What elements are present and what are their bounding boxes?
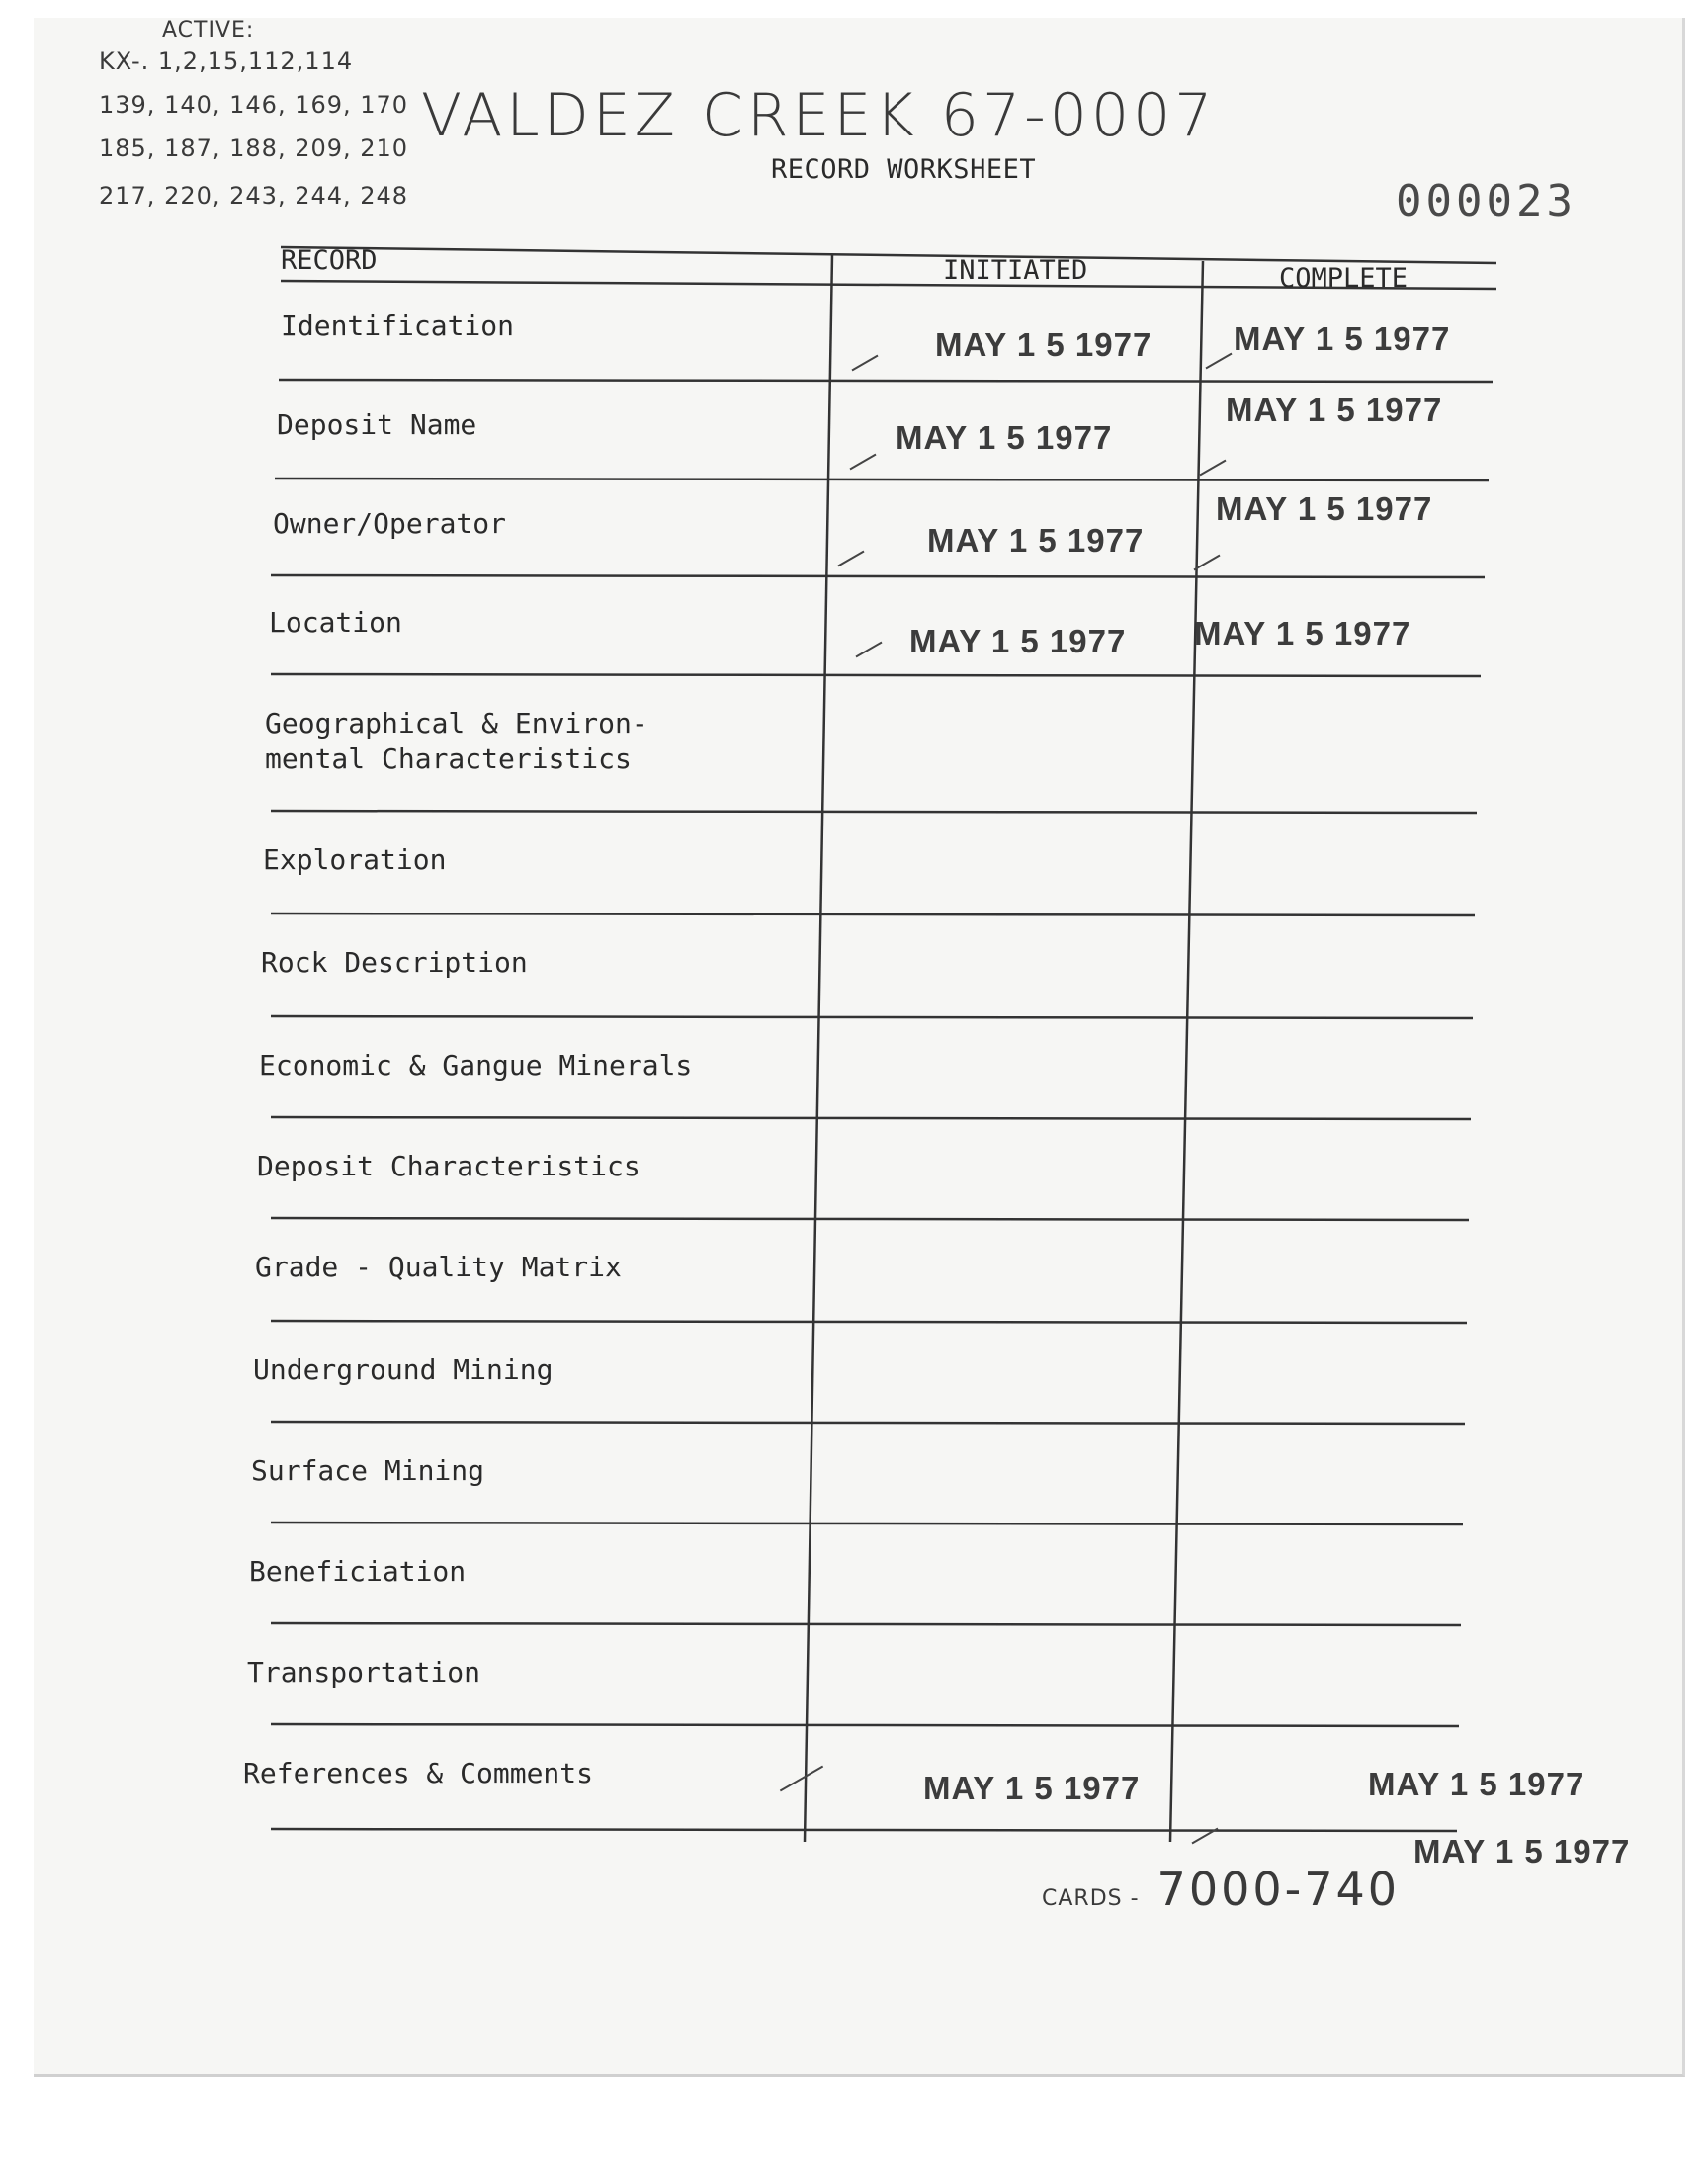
row-label-deposit-characteristics: Deposit Characteristics bbox=[257, 1150, 640, 1182]
row-label-geographical: Geographical & Environ- mental Characteristics bbox=[265, 707, 648, 775]
stamp-identification-initiated: MAY 1 5 1977 bbox=[935, 326, 1153, 363]
handwritten-title: VALDEZ CREEK 67-0007 bbox=[421, 81, 1217, 150]
stamp-identification-complete: MAY 1 5 1977 bbox=[1234, 320, 1451, 357]
active-line-3: 185, 187, 188, 209, 210 bbox=[99, 134, 409, 162]
row-label-exploration: Exploration bbox=[263, 843, 447, 876]
stamp-owner-operator-initiated: MAY 1 5 1977 bbox=[927, 522, 1145, 559]
row-label-economic-gangue: Economic & Gangue Minerals bbox=[259, 1049, 693, 1082]
table-lines bbox=[271, 243, 1506, 1845]
record-table bbox=[243, 243, 1585, 1845]
stamp-deposit-name-initiated: MAY 1 5 1977 bbox=[896, 419, 1113, 456]
cards-prefix: CARDS - bbox=[1042, 1886, 1140, 1911]
row-label-underground-mining: Underground Mining bbox=[253, 1353, 554, 1386]
stamp-cards-date: MAY 1 5 1977 bbox=[1413, 1833, 1631, 1870]
column-header-record: RECORD bbox=[281, 245, 378, 276]
row-label-surface-mining: Surface Mining bbox=[251, 1454, 485, 1487]
row-label-grade-quality: Grade - Quality Matrix bbox=[255, 1251, 622, 1283]
stamp-references-complete: MAY 1 5 1977 bbox=[1368, 1766, 1585, 1802]
row-label-rock-description: Rock Description bbox=[261, 946, 528, 979]
row-label-owner-operator: Owner/Operator bbox=[273, 507, 507, 540]
column-header-initiated: INITIATED bbox=[943, 255, 1088, 286]
stamp-location-complete: MAY 1 5 1977 bbox=[1194, 615, 1411, 652]
worksheet-page bbox=[34, 18, 1685, 2077]
active-line-2: 139, 140, 146, 169, 170 bbox=[99, 91, 409, 119]
row-label-beneficiation: Beneficiation bbox=[249, 1555, 467, 1588]
worksheet-subtitle: RECORD WORKSHEET bbox=[771, 154, 1037, 185]
document-number: 000023 bbox=[1396, 176, 1577, 226]
row-label-deposit-name: Deposit Name bbox=[277, 408, 477, 441]
stamp-deposit-name-complete: MAY 1 5 1977 bbox=[1226, 392, 1443, 428]
column-header-complete: COMPLETE bbox=[1279, 263, 1409, 294]
row-label-identification: Identification bbox=[281, 309, 515, 342]
stamp-owner-operator-complete: MAY 1 5 1977 bbox=[1216, 490, 1433, 527]
row-label-references-comments: References & Comments bbox=[243, 1757, 594, 1789]
stamp-location-initiated: MAY 1 5 1977 bbox=[909, 623, 1127, 659]
handwritten-cards-range bbox=[1042, 1863, 1400, 1916]
row-label-transportation: Transportation bbox=[247, 1656, 481, 1689]
active-line-4: 217, 220, 243, 244, 248 bbox=[99, 182, 409, 210]
cards-range: 7000-740 bbox=[1156, 1863, 1401, 1916]
active-label: ACTIVE: bbox=[162, 18, 255, 43]
active-line-1: KX-. 1,2,15,112,114 bbox=[99, 47, 354, 75]
stamp-references-initiated: MAY 1 5 1977 bbox=[923, 1770, 1141, 1806]
row-label-location: Location bbox=[269, 606, 402, 639]
